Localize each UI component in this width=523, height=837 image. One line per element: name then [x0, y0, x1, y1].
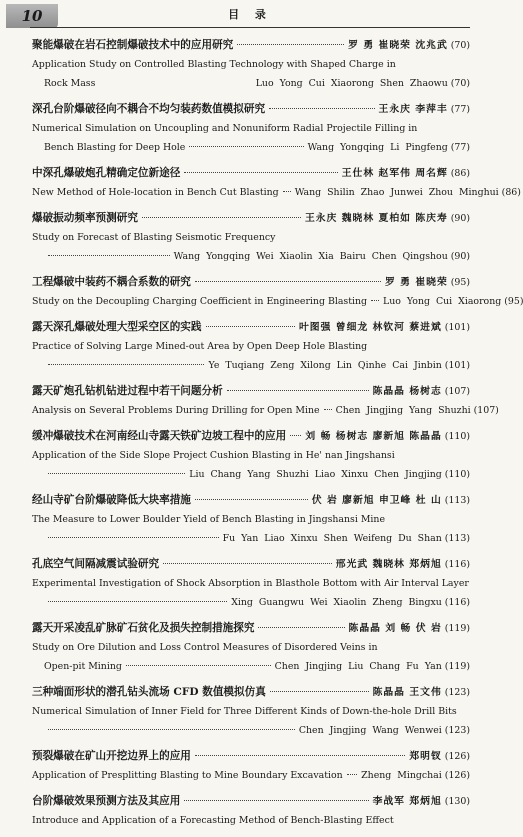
toc-cn-line	[32, 427, 470, 446]
toc-entry[interactable]	[32, 100, 470, 157]
toc-en-line	[32, 766, 470, 785]
toc-entry[interactable]	[32, 209, 470, 266]
dot-leader	[206, 326, 295, 327]
toc-entry[interactable]	[32, 382, 499, 420]
toc-en-title[interactable]: Study on the Decoupling Charging Coefficient in Engineering Blasting	[32, 296, 368, 307]
toc-en-title[interactable]: Study on Ore Dilution and Loss Control Measures of Disordered Veins in	[32, 642, 378, 653]
toc-page-number: (107)	[473, 405, 499, 416]
page-number-badge: 10	[6, 4, 58, 28]
toc-en-title[interactable]: Open-pit Mining	[44, 661, 122, 672]
toc-page-number: (126)	[444, 751, 470, 762]
toc-cn-title[interactable]: 经山寺矿台阶爆破降低大块率措施	[32, 494, 191, 506]
toc-entry[interactable]	[32, 619, 470, 676]
toc-page-number: (95)	[504, 296, 523, 307]
toc-cn-authors: 邢光武 魏晓林 郑炳旭	[335, 559, 442, 570]
toc-en-authors: Chen Jingjing Wang Wenwei	[298, 725, 442, 736]
toc-cn-line	[32, 491, 470, 510]
toc-en-title[interactable]: Analysis on Several Problems During Drilling for Open Mine	[32, 405, 320, 416]
toc-page-number: (95)	[450, 277, 470, 288]
toc-en-authors: Ye Tuqiang Zeng Xilong Lin Qinhe Cai Jinbin	[208, 360, 442, 371]
toc-en-line	[32, 574, 470, 593]
toc-en-title[interactable]: Application Study on Controlled Blasting Technology with Shaped Charge in	[32, 59, 396, 70]
toc-en-line	[32, 292, 523, 311]
toc-page-number: (119)	[444, 623, 470, 634]
toc-cn-line	[32, 747, 470, 766]
toc-entry[interactable]	[32, 792, 470, 830]
toc-cn-title[interactable]: 聚能爆破在岩石控制爆破技术中的应用研究	[32, 39, 234, 51]
dot-leader	[48, 364, 204, 365]
dot-leader	[163, 563, 332, 564]
toc-cn-authors: 李战军 郑炳旭	[372, 796, 442, 807]
dot-leader	[48, 537, 219, 538]
toc-en-title[interactable]: Application of Presplitting Blasting to Mine Boundary Excavation	[32, 770, 343, 781]
dot-leader	[290, 435, 301, 436]
toc-en-line	[32, 183, 521, 202]
toc-entry[interactable]	[32, 555, 470, 612]
toc-cn-line	[32, 555, 470, 574]
dot-leader	[227, 390, 369, 391]
toc-page-number: (130)	[444, 796, 470, 807]
toc-en-line	[32, 55, 470, 74]
toc-cn-line	[32, 36, 470, 55]
toc-page-number: (123)	[444, 725, 470, 736]
toc-en-line	[32, 138, 470, 157]
toc-cn-line	[32, 382, 470, 401]
dot-leader	[195, 755, 405, 756]
toc-en-line	[32, 446, 470, 465]
toc-entry[interactable]	[32, 747, 470, 785]
toc-cn-title[interactable]: 缓冲爆破技术在河南经山寺露天铁矿边坡工程中的应用	[32, 430, 287, 442]
toc-page-number: (86)	[450, 168, 470, 179]
dot-leader	[258, 627, 344, 628]
toc-page-number: (123)	[444, 687, 470, 698]
toc-cn-authors: 王仕林 赵军伟 周名辉	[341, 168, 448, 179]
toc-page-number: (116)	[444, 559, 470, 570]
toc-entry[interactable]	[32, 164, 521, 202]
toc-en-authors: Luo Yong Cui Xiaorong	[383, 296, 502, 307]
toc-en-authors: Xing Guangwu Wei Xiaolin Zheng Bingxu	[231, 597, 442, 608]
toc-en-line	[32, 721, 470, 740]
toc-page-number: (70)	[450, 78, 470, 89]
dot-leader	[269, 108, 374, 109]
toc-cn-title[interactable]: 预裂爆破在矿山开挖边界上的应用	[32, 750, 191, 762]
toc-en-line	[32, 228, 470, 247]
toc-en-line	[32, 465, 470, 484]
dot-leader	[270, 691, 369, 692]
toc-page-number: (110)	[444, 431, 470, 442]
toc-en-line	[32, 702, 470, 721]
toc-cn-title[interactable]: 深孔台阶爆破径向不耦合不均匀装药数值模拟研究	[32, 103, 266, 115]
dot-leader	[184, 172, 337, 173]
toc-page-number: (113)	[444, 533, 470, 544]
toc-cn-authors: 郑明钗	[409, 751, 442, 762]
toc-cn-line	[32, 318, 470, 337]
dot-leader	[324, 409, 332, 410]
toc-en-title[interactable]: Study on Forecast of Blasting Seismotic Frequency	[32, 232, 276, 243]
toc-en-title[interactable]: The Measure to Lower Boulder Yield of Bench Blasting in Jingshansi Mine	[32, 514, 386, 525]
toc-en-title[interactable]: Numerical Simulation of Inner Field for Three Different Kinds of Down-the-hole Drill Bits	[32, 706, 457, 717]
toc-page-number: (86)	[501, 187, 521, 198]
dot-leader	[48, 255, 170, 256]
toc-cn-authors: 陈晶晶 杨树志	[372, 386, 442, 397]
toc-entry[interactable]	[32, 683, 470, 740]
toc-page-number: (77)	[450, 104, 470, 115]
toc-page-number: (110)	[444, 469, 470, 480]
toc-en-authors: Wang Yongqing Li Pingfeng	[307, 142, 448, 153]
toc-entry[interactable]	[32, 491, 470, 548]
toc-en-line	[32, 638, 470, 657]
toc-cn-title[interactable]: 爆破振动频率预测研究	[32, 212, 138, 224]
toc-cn-authors: 刘 畅 杨树志 廖新旭 陈晶晶	[305, 431, 442, 442]
toc-en-authors: Wang Yongqing Wei Xiaolin Xia Bairu Chen Qingshou	[173, 251, 448, 262]
dot-leader	[48, 601, 227, 602]
toc-cn-authors: 罗 勇 崔晓荣 沈兆武	[348, 40, 448, 51]
toc-page-number: (113)	[444, 495, 470, 506]
toc-cn-line	[32, 792, 470, 811]
toc-cn-authors: 陈晶晶 刘 畅 伏 岩	[348, 623, 442, 634]
toc-cn-authors: 伏 岩 廖新旭 申卫峰 杜 山	[311, 495, 442, 506]
toc-page-number: (70)	[450, 40, 470, 51]
toc-page-number: (101)	[444, 360, 470, 371]
toc-page-number: (101)	[444, 322, 470, 333]
page-header	[0, 0, 500, 40]
toc-cn-line	[32, 100, 470, 119]
toc-en-line	[32, 356, 470, 375]
toc-en-authors: Liu Chang Yang Shuzhi Liao Xinxu Chen Jingjing	[189, 469, 442, 480]
toc-en-title[interactable]: Practice of Solving Large Mined-out Area by Open Deep Hole Blasting	[32, 341, 368, 352]
toc-en-line	[32, 510, 470, 529]
toc-en-line	[32, 74, 470, 93]
toc-en-authors: Luo Yong Cui Xiaorong Shen Zhaowu	[255, 78, 448, 89]
toc-cn-line	[32, 619, 470, 638]
toc-en-line	[32, 529, 470, 548]
toc-cn-authors: 王永庆 魏晓林 夏柏如 陈庆寿	[304, 213, 448, 224]
toc-cn-authors: 陈晶晶 王文伟	[372, 687, 442, 698]
dot-leader	[371, 300, 379, 301]
toc-en-title[interactable]: Bench Blasting for Deep Hole	[44, 142, 186, 153]
toc-en-authors: Chen Jingjing Liu Chang Fu Yan	[274, 661, 442, 672]
toc-cn-line	[32, 273, 470, 292]
toc-en-line	[32, 119, 470, 138]
toc-page-number: (126)	[444, 770, 470, 781]
toc-entry-list	[32, 36, 523, 837]
toc-cn-title[interactable]: 露天开采凌乱矿脉矿石贫化及损失控制措施探究	[32, 622, 255, 634]
toc-en-title[interactable]: Application of the Side Slope Project Cushion Blasting in He' nan Jingshansi	[32, 450, 395, 461]
toc-en-authors: Zheng Mingchai	[361, 770, 442, 781]
toc-page-number: (90)	[450, 213, 470, 224]
toc-en-authors: Wang Shilin Zhao Junwei Zhou Minghui	[294, 187, 499, 198]
dot-leader	[184, 800, 368, 801]
toc-cn-line	[32, 209, 470, 228]
toc-en-line	[32, 593, 470, 612]
toc-page-number: (107)	[444, 386, 470, 397]
dot-leader	[48, 473, 185, 474]
toc-cn-authors: 罗 勇 崔晓荣	[384, 277, 448, 288]
toc-cn-title[interactable]: 中深孔爆破炮孔精确定位新途径	[32, 167, 181, 179]
toc-cn-line	[32, 164, 470, 183]
toc-cn-title[interactable]: 孔底空气间隔减震试验研究	[32, 558, 160, 570]
dot-leader	[347, 774, 357, 775]
toc-entry[interactable]	[32, 427, 470, 484]
dot-leader	[195, 499, 308, 500]
toc-page-number: (119)	[444, 661, 470, 672]
toc-title: 目 录	[228, 8, 272, 21]
toc-en-line	[32, 657, 470, 676]
toc-cn-title[interactable]: 露天深孔爆破处理大型采空区的实践	[32, 321, 202, 333]
toc-entry[interactable]	[32, 318, 470, 375]
toc-en-title[interactable]: Numerical Simulation on Uncoupling and Nonuniform Radial Projectile Filling in	[32, 123, 418, 134]
toc-cn-title[interactable]: 露天矿炮孔钻机钻进过程中若干问题分析	[32, 385, 223, 397]
dot-leader	[283, 191, 291, 192]
dot-leader	[189, 146, 303, 147]
toc-en-title[interactable]: New Method of Hole-location in Bench Cut Blasting	[32, 187, 279, 198]
toc-en-line	[32, 401, 499, 420]
dot-leader	[48, 729, 295, 730]
toc-en-authors: Fu Yan Liao Xinxu Shen Weifeng Du Shan	[222, 533, 442, 544]
toc-en-authors: Chen Jingjing Yang Shuzhi	[335, 405, 471, 416]
toc-en-line	[32, 811, 470, 830]
dot-leader	[142, 217, 301, 218]
toc-en-title[interactable]: Rock Mass	[44, 78, 96, 89]
toc-cn-authors: 叶图强 曾细龙 林钦河 蔡进斌	[298, 322, 442, 333]
toc-cn-title[interactable]: 工程爆破中装药不耦合系数的研究	[32, 276, 191, 288]
toc-page-number: (116)	[444, 597, 470, 608]
toc-cn-authors: 王永庆 李萍丰	[378, 104, 448, 115]
toc-page-number: (90)	[450, 251, 470, 262]
toc-entry[interactable]	[32, 273, 523, 311]
toc-cn-title[interactable]: 三种端面形状的潜孔钻头流场 CFD 数值模拟仿真	[32, 686, 266, 698]
dot-leader	[237, 44, 344, 45]
header-divider	[30, 27, 470, 28]
toc-cn-title[interactable]: 台阶爆破效果预测方法及其应用	[32, 795, 181, 807]
toc-en-line	[32, 247, 470, 266]
toc-cn-line	[32, 683, 470, 702]
toc-page-number: (77)	[450, 142, 470, 153]
dot-leader	[195, 281, 381, 282]
toc-en-line	[32, 337, 470, 356]
toc-en-title[interactable]: Introduce and Application of a Forecasting Method of Bench-Blasting Effect	[32, 815, 394, 826]
toc-entry[interactable]	[32, 36, 470, 93]
dot-leader	[126, 665, 271, 666]
toc-en-title[interactable]: Experimental Investigation of Shock Absorption in Blasthole Bottom with Air Interval Layer	[32, 578, 469, 589]
